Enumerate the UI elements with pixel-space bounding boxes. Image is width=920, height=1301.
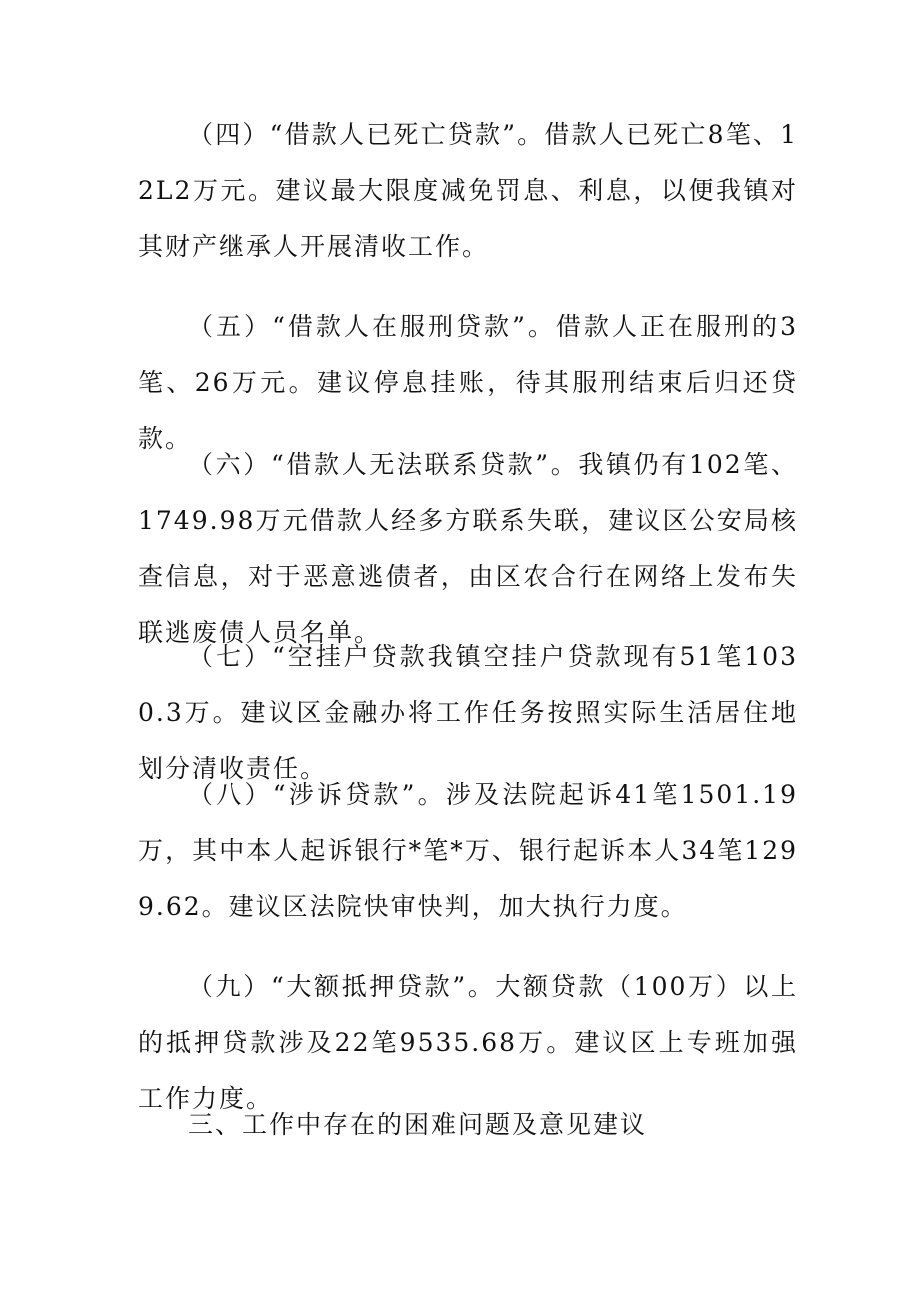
paragraph-litigation-loans: （八）“涉诉贷款”。涉及法院起诉41笔1501.19万，其中本人起诉银行*笔*万、银行起诉本人34笔1299.62。建议区法院快审快判，加大执行力度。 <box>138 780 798 921</box>
paragraph-empty-account-loans: （七）“空挂户贷款我镇空挂户贷款现有51笔1030.3万。建议区金融办将工作任务按照实际生活居住地划分清收责任。 <box>138 642 798 783</box>
paragraph-unreachable-borrower-loans: （六）“借款人无法联系贷款”。我镇仍有102笔、1749.98万元借款人经多方联系失联，建议区公安局核查信息，对于恶意逃债者，由区农合行在网络上发布失联逃废债人员名单。 <box>138 450 798 647</box>
paragraph-imprisoned-borrower-loans: （五）“借款人在服刑贷款”。借款人正在服刑的3笔、26万元。建议停息挂账，待其服刑结束后归还贷款。 <box>138 312 798 453</box>
section-heading: 三、工作中存在的困难问题及意见建议 <box>188 1110 648 1139</box>
paragraph-deceased-borrower-loans: （四）“借款人已死亡贷款”。借款人已死亡8笔、12L2万元。建议最大限度减免罚息、利息，以便我镇对其财产继承人开展清收工作。 <box>138 120 798 261</box>
paragraph-large-mortgage-loans: （九）“大额抵押贷款”。大额贷款（100万）以上的抵押贷款涉及22笔9535.68万。建议区上专班加强工作力度。 <box>138 972 798 1113</box>
